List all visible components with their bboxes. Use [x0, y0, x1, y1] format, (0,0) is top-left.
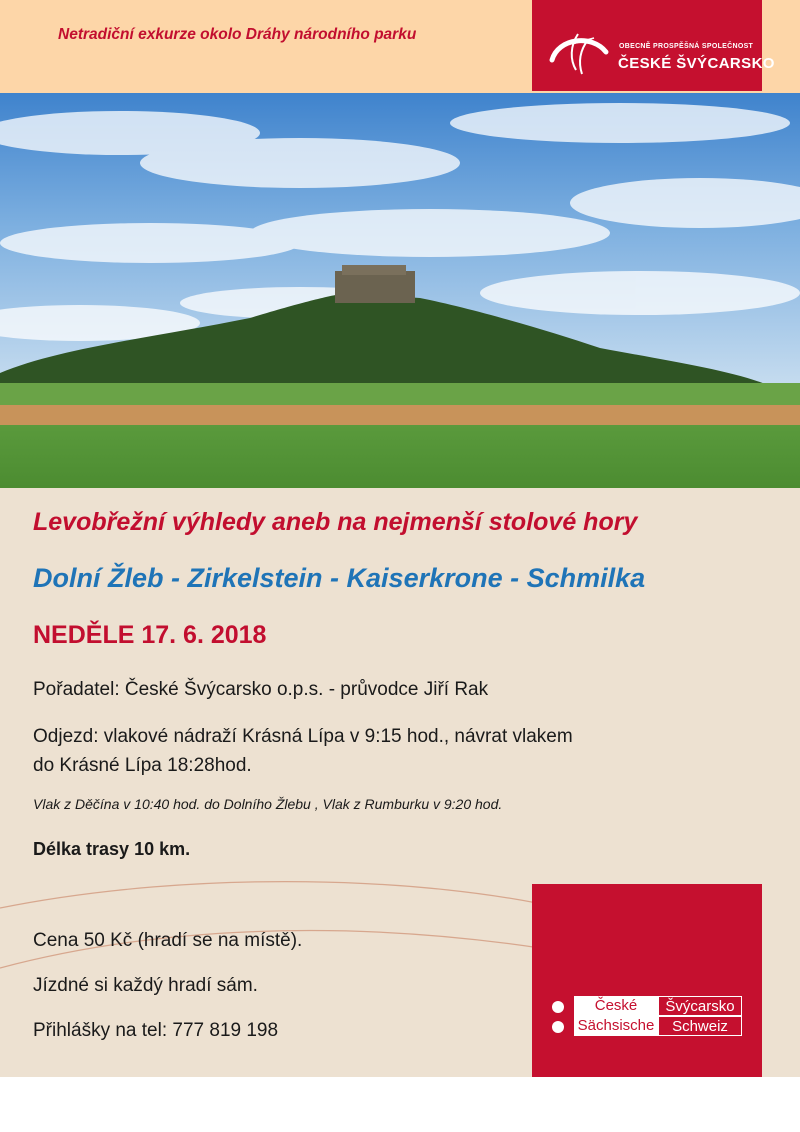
route: Dolní Žleb - Zirkelstein - Kaiserkrone - Schmilka	[33, 563, 646, 593]
event-date: NEDĚLE 17. 6. 2018	[33, 621, 267, 649]
logo-word-ceske: České	[574, 996, 658, 1016]
headline: Levobřežní výhledy aneb na nejmenší stolové hory	[33, 508, 638, 536]
arc-icon	[548, 30, 610, 80]
header-band	[0, 0, 800, 93]
cz-de-logo	[532, 884, 762, 1077]
logo-subtitle: OBECNĚ PROSPĚŠNÁ SPOLEČNOST	[619, 43, 754, 50]
train-info: Vlak z Děčína v 10:40 hod. do Dolního Žlebu , Vlak z Rumburku v 9:20 hod.	[33, 796, 503, 812]
logo-word-sachsische: Sächsische	[574, 1016, 658, 1036]
ceske-svycarsko-logo	[532, 0, 775, 91]
route-length: Délka trasy 10 km.	[33, 839, 191, 859]
registration-phone: Přihlášky na tel: 777 819 198	[33, 1020, 279, 1041]
departure	[33, 722, 573, 780]
dot-icon	[552, 1021, 564, 1033]
departure-line-2: do Krásné Lípa 18:28hod.	[33, 755, 252, 776]
content-area	[0, 488, 800, 1077]
dot-icon	[552, 1001, 564, 1013]
tagline: Netradiční exkurze okolo Dráhy národního parku	[58, 26, 417, 43]
logo-title: ČESKÉ ŠVÝCARSKO	[618, 55, 775, 72]
logo-word-svycarsko: Švýcarsko	[658, 996, 742, 1016]
departure-line-1: Odjezd: vlakové nádraží Krásná Lípa v 9:15 hod., návrat vlakem	[33, 726, 573, 747]
price: Cena 50 Kč (hradí se na místě).	[33, 930, 303, 951]
landscape-photo	[0, 93, 800, 488]
fare-note: Jízdné si každý hradí sám.	[33, 975, 258, 996]
logo-word-schweiz: Schweiz	[658, 1016, 742, 1036]
organizer: Pořadatel: České Švýcarsko o.p.s. - průvodce Jiří Rak	[33, 679, 489, 700]
